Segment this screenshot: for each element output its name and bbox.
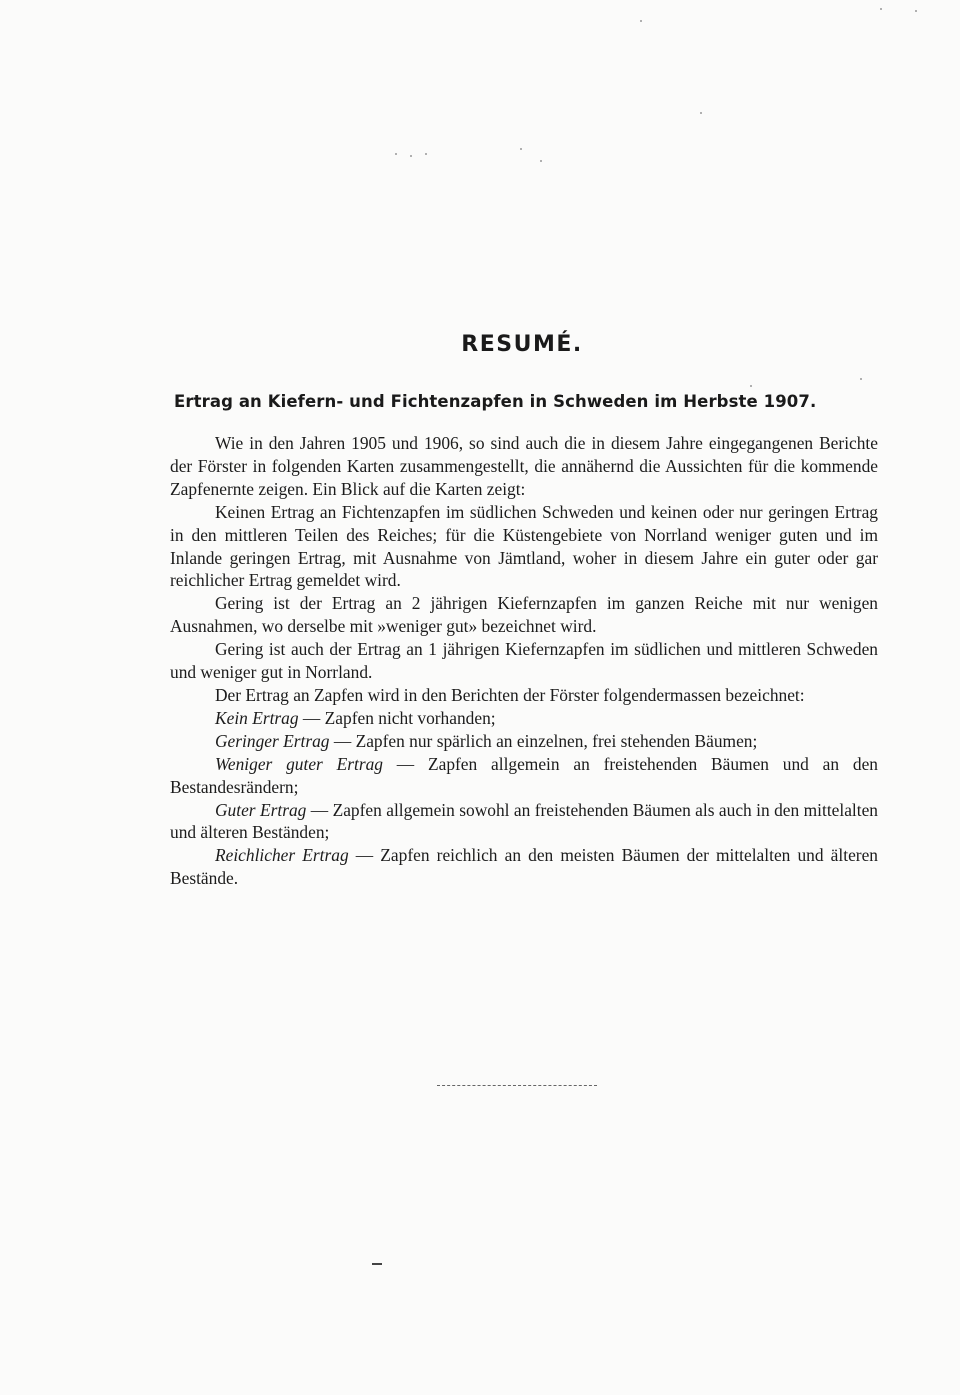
- paragraph-intro: Wie in den Jahren 1905 und 1906, so sind auch die in diesem Jahre eingegangenen Berichte der Förster in folgenden Karten zusammengestellt, die annähernd die Aussichten für die kommende Zapfenernte zeigen. Ein Blick auf die Karten zeigt:: [170, 433, 878, 499]
- page-title: RESUMÉ.: [461, 332, 583, 357]
- definition-reichlicher: [170, 844, 878, 890]
- paragraph-pine-1yr: Gering ist auch der Ertrag an 1 jährigen Kiefernzapfen im südlichen und mittleren Schweden und weniger gut in Norrland.: [170, 639, 878, 683]
- definition-weniger-guter: [170, 753, 878, 799]
- definition-kein: [170, 707, 878, 730]
- definition-text: — Zapfen allgemein an freistehenden Bäumen und an den Bestandesrändern;: [170, 753, 878, 797]
- definition-term: Guter Ertrag: [215, 799, 307, 820]
- definition-text: — Zapfen nicht vorhanden;: [298, 707, 496, 728]
- definition-geringer: [170, 730, 878, 753]
- paragraph-classification-intro: Der Ertrag an Zapfen wird in den Berichten der Förster folgendermassen bezeichnet:: [215, 684, 805, 705]
- section-heading: Ertrag an Kiefern- und Fichtenzapfen in Schweden im Herbste 1907.: [174, 392, 817, 411]
- definition-term: Reichlicher Ertrag: [215, 845, 349, 866]
- definition-text: — Zapfen allgemein sowohl an freistehenden Bäumen als auch in den mittelalten und älteren Beständen;: [170, 799, 878, 843]
- definition-term: Weniger guter Ertrag: [215, 753, 383, 774]
- paragraph-pine-2yr: Gering ist der Ertrag an 2 jährigen Kiefernzapfen im ganzen Reiche mit nur wenigen Ausnahmen, wo derselbe mit »weniger gut» bezeichnet wird.: [170, 593, 878, 637]
- definition-guter: [170, 799, 878, 845]
- print-mark: [372, 1263, 382, 1265]
- end-rule: [437, 1085, 597, 1086]
- body-text: [170, 432, 878, 890]
- definition-term: Geringer Ertrag: [215, 730, 330, 751]
- definition-text: — Zapfen nur spärlich an einzelnen, frei stehenden Bäumen;: [329, 730, 758, 751]
- paragraph-spruce-yield: Keinen Ertrag an Fichtenzapfen im südlichen Schweden und keinen oder nur geringen Ertrag in den mittleren Teilen des Reiches; für die Küstengebiete von Norrland weniger guten und im Inlande geringen Ertrag, mit Ausnahme von Jämtland, woher in diesem Jahre ein guter oder gar reichlicher Ertrag gemeldet wird.: [170, 501, 878, 591]
- definition-text: — Zapfen reichlich an den meisten Bäumen der mittelalten und älteren Bestände.: [170, 845, 878, 889]
- definition-term: Kein Ertrag: [215, 707, 299, 728]
